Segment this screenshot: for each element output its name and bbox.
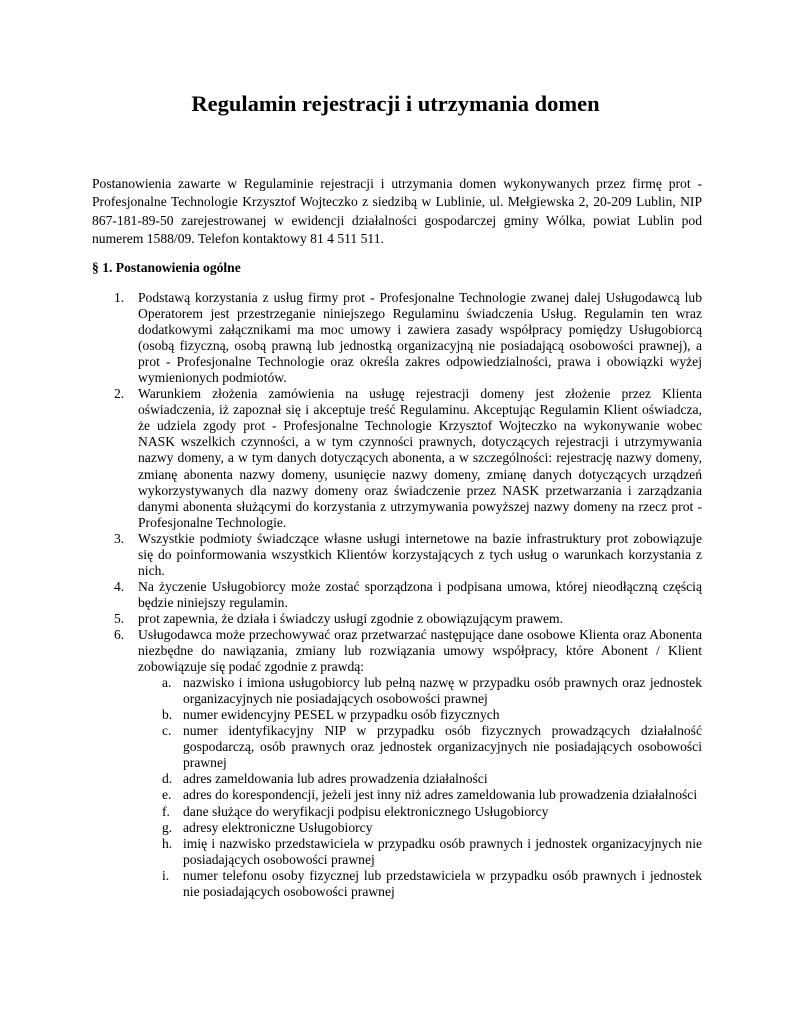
- sublist-item-text: dane służące do weryfikacji podpisu elektronicznego Usługobiorcy: [183, 803, 549, 819]
- sublist-item: [138, 707, 702, 723]
- sublist-item: [138, 675, 702, 707]
- sublist-item-text: adresy elektroniczne Usługobiorcy: [183, 819, 373, 835]
- list-item: [92, 579, 702, 611]
- list-item: [92, 531, 702, 579]
- provisions-list: [92, 290, 702, 900]
- sublist-item-text: numer identyfikacyjny NIP w przypadku osób fizycznych prowadzących działalność gospodarczą, osób prawnych oraz jednostek organizacyjnych nie posiadających osobowości prawnej: [183, 723, 702, 771]
- list-item-number: 1.: [114, 290, 125, 305]
- list-item-text: prot zapewnia, że działa i świadczy usługi zgodnie z obowiązującym prawem.: [138, 610, 564, 626]
- sublist-item-letter: a.: [162, 675, 172, 691]
- sublist-item: [138, 771, 702, 787]
- sublist-item: [138, 868, 702, 900]
- personal-data-sublist: [138, 675, 702, 900]
- sublist-item-text: numer ewidencyjny PESEL w przypadku osób fizycznych: [183, 707, 500, 723]
- list-item-number: 4.: [114, 578, 125, 594]
- list-item-text: Warunkiem złożenia zamówienia na usługę rejestracji domeny jest złożenie przez Klienta oświadczenia, iż zapoznał się i akceptuje treść Regulaminu. Akceptując Regulamin Klient oświadcza, że udziela zgody prot - Profesjonalne Technologie Krzysztof Wojteczko na wykonywanie wobec NASK wszelkich czynności, a w tym czynności prawnych, dotyczących rejestracji i utrzymywania nazwy domeny, a w tym danych dotyczących abonenta, a w szczególności: rejestrację nazwy domeny, zmianę abonenta nazwy domeny, usunięcie nazwy domeny, zmianę danych dotyczących urządzeń wykorzystywanych dla nazwy domeny oraz świadczenie przez NASK przetwarzania i zarządzania danymi abonenta służącymi do korzystania z utrzymywania powyższej nazwy domeny na rzecz prot - Profesjonalne Technologie.: [138, 386, 702, 530]
- sublist-item-text: numer telefonu osoby fizycznej lub przedstawiciela w przypadku osób prawnych i jednostek nie posiadających osobowości prawnej: [183, 867, 702, 899]
- page-title: Regulamin rejestracji i utrzymania domen: [191, 91, 600, 116]
- sublist-item-text: imię i nazwisko przedstawiciela w przypadku osób prawnych i jednostek organizacyjnych nie posiadających osobowości prawnej: [183, 835, 702, 867]
- sublist-item-letter: b.: [162, 707, 173, 723]
- sublist-item-letter: c.: [162, 723, 172, 739]
- list-item-number: 6.: [114, 626, 125, 642]
- sublist-item-letter: i.: [162, 867, 170, 883]
- sublist-item-text: nazwisko i imiona usługobiorcy lub pełną nazwę w przypadku osób prawnych oraz jednostek organizacyjnych nie posiadających osobowości prawnej: [183, 675, 702, 707]
- list-item: [92, 611, 702, 627]
- list-item-number: 5.: [114, 610, 125, 626]
- sublist-item: [138, 723, 702, 771]
- sublist-item-text: adres zameldowania lub adres prowadzenia działalności: [183, 771, 488, 787]
- list-item-text: Usługodawca może przechowywać oraz przetwarzać następujące dane osobowe Klienta oraz Abonenta niezbędne do nawiązania, zmiany lub rozwiązania umowy współpracy, które Abonent / Klient zobowiązuje się podać zgodnie z prawdą:: [138, 626, 702, 675]
- sublist-item-letter: g.: [162, 819, 173, 835]
- list-item-text: Podstawą korzystania z usług firmy prot - Profesjonalne Technologie zwanej dalej Usługodawcą lub Operatorem jest przestrzeganie niniejszego Regulaminu świadczenia Usług. Regulamin ten wraz dodatkowymi załącznikami ma moc umowy i zawiera zasady współpracy pomiędzy Usługobiorcą (osobą fizyczną, osobą prawną lub jednostką organizacyjną nie posiadającą osobowości prawnej), a prot - Profesjonalne Technologie oraz określa zakres odpowiedzialności, prawa i obowiązki wyżej wymienionych podmiotów.: [138, 290, 702, 386]
- sublist-item: [138, 787, 702, 803]
- sublist-item: [138, 836, 702, 868]
- sublist-item: [138, 804, 702, 820]
- sublist-item-text: adres do korespondencji, jeżeli jest inny niż adres zameldowania lub prowadzenia działalności: [183, 787, 698, 803]
- list-item: [92, 627, 702, 900]
- sublist-item-letter: f.: [162, 803, 170, 819]
- sublist-item: [138, 820, 702, 836]
- sublist-item-letter: e.: [162, 787, 172, 803]
- list-item-number: 3.: [114, 530, 125, 546]
- intro-paragraph: Postanowienia zawarte w Regulaminie rejestracji i utrzymania domen wykonywanych przez firmę prot - Profesjonalne Technologie Krzysztof Wojteczko z siedzibą w Lublinie, ul. Mełgiewska 2, 20-209 Lublin, NIP 867-181-89-50 zarejestrowanej w ewidencji działalności gospodarczej gminy Wólka, powiat Lublin pod numerem 1588/09. Telefon kontaktowy 81 4 511 511.: [92, 176, 702, 246]
- list-item-text: Wszystkie podmioty świadczące własne usługi internetowe na bazie infrastruktury prot zobowiązuje się do poinformowania wszystkich Klientów korzystających z tych usług o warunkach korzystania z nich.: [138, 530, 702, 578]
- sublist-item-letter: h.: [162, 835, 173, 851]
- list-item-text: Na życzenie Usługobiorcy może zostać sporządzona i podpisana umowa, której nieodłączną częścią będzie niniejszy regulamin.: [138, 578, 702, 610]
- list-item: [92, 386, 702, 530]
- sublist-item-letter: d.: [162, 771, 173, 787]
- list-item: [92, 290, 702, 386]
- list-item-number: 2.: [114, 386, 125, 402]
- section-heading: § 1. Postanowienia ogólne: [92, 260, 241, 275]
